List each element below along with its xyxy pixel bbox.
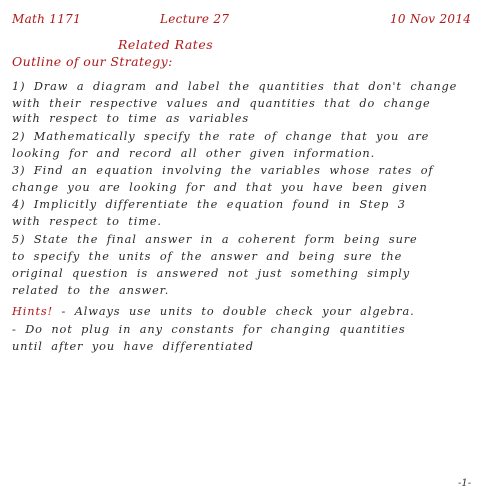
step-line: change you are looking for and that you have been given bbox=[12, 181, 428, 194]
step-line: to specify the units of the answer and being sure the bbox=[12, 250, 403, 263]
hint-line: until after you have differentiated bbox=[12, 340, 254, 353]
hint-text: - Always use units to double check your algebra. bbox=[53, 305, 415, 318]
page-title: Related Rates bbox=[118, 37, 214, 52]
outline-heading: Outline of our Strategy: bbox=[12, 54, 173, 69]
page-number: -1- bbox=[458, 478, 472, 489]
hint-line: - Do not plug in any constants for changing quantities bbox=[12, 323, 406, 336]
course-label: Math 1171 bbox=[12, 12, 82, 26]
step-line: 1) Draw a diagram and label the quantities that don't change bbox=[12, 80, 458, 93]
lecture-label: Lecture 27 bbox=[160, 12, 230, 26]
step-line: looking for and record all other given information. bbox=[12, 147, 376, 160]
step-line: with respect to time. bbox=[12, 215, 162, 228]
step-line: original question is answered not just something simply bbox=[12, 267, 411, 280]
date-label: 10 Nov 2014 bbox=[390, 12, 472, 26]
hints-label: Hints! bbox=[12, 305, 54, 318]
step-line: 4) Implicitly differentiate the equation found in Step 3 bbox=[12, 198, 406, 211]
step-line: 5) State the final answer in a coherent form being sure bbox=[12, 233, 418, 246]
step-line: with their respective values and quantities that do change bbox=[12, 97, 431, 110]
step-line: related to the answer. bbox=[12, 284, 170, 297]
step-line: 3) Find an equation involving the variables whose rates of bbox=[12, 164, 434, 177]
hints-first-line bbox=[12, 305, 415, 318]
step-line: with respect to time as variables bbox=[12, 112, 250, 125]
step-line: 2) Mathematically specify the rate of change that you are bbox=[12, 130, 430, 143]
